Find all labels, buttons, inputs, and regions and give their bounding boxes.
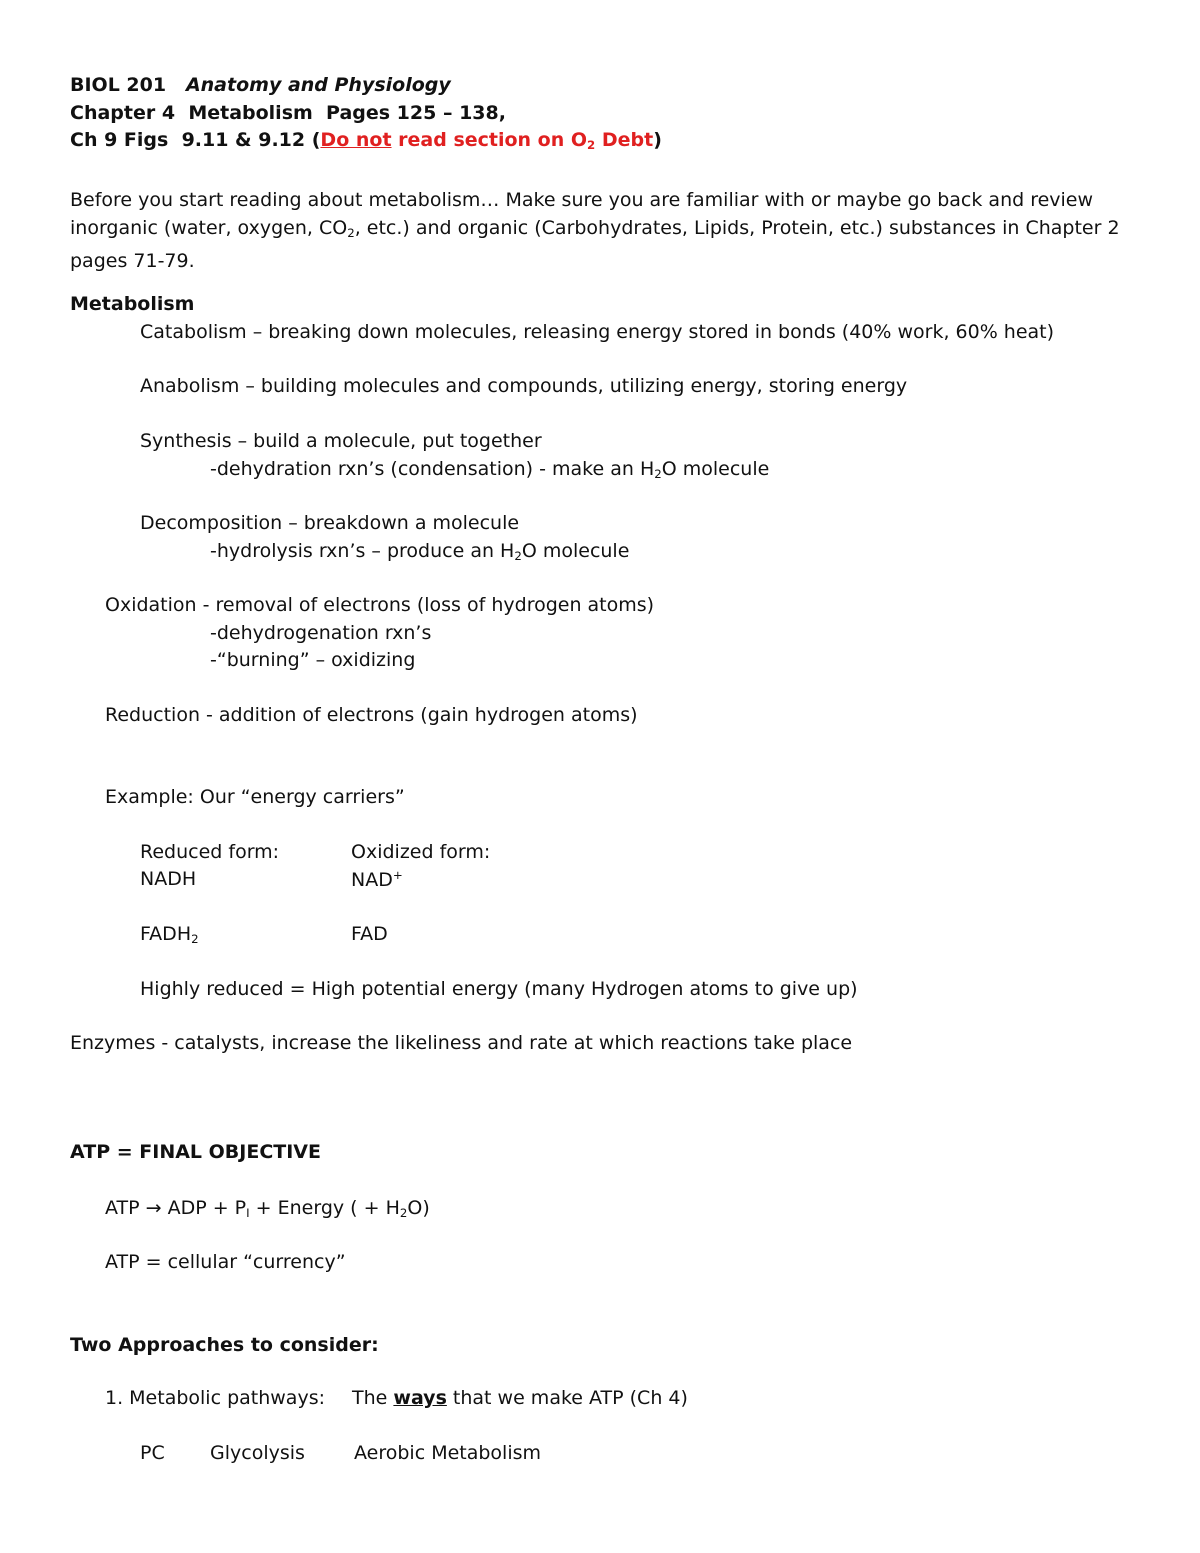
approach-item-1-text: The ways that we make ATP (Ch 4)	[352, 1387, 688, 1409]
enzymes-definition: Enzymes - catalysts, increase the likeliness and rate at which reactions take place	[70, 1032, 853, 1054]
dehydration-note: -dehydration rxn’s (condensation) - make an $H_2O$ molecule	[210, 458, 770, 481]
synthesis-definition: Synthesis – build a molecule, put together	[140, 430, 542, 452]
reduction-definition: Reduction - addition of electrons (gain hydrogen atoms)	[105, 704, 638, 726]
decomposition-definition: Decomposition – breakdown a molecule	[140, 512, 520, 534]
oxidation-definition: Oxidation - removal of electrons (loss of hydrogen atoms)	[105, 594, 655, 616]
warning-do-not: Do not	[320, 129, 392, 151]
catabolism-definition: Catabolism – breaking down molecules, releasing energy stored in bonds (40% work, 60% heat)	[140, 321, 1055, 343]
atp-heading: ATP = FINAL OBJECTIVE	[70, 1141, 321, 1163]
nadh-cell: NADH	[140, 868, 197, 890]
pathway-glycolysis: Glycolysis	[210, 1442, 305, 1464]
pathway-aerobic-metabolism: Aerobic Metabolism	[354, 1442, 542, 1464]
fadh2-cell: $FADH_2$	[140, 923, 199, 946]
figures-line	[70, 131, 662, 152]
hydrolysis-note: -hydrolysis rxn’s – produce an $H_2O$ molecule	[210, 540, 630, 563]
pathway-pc: PC	[140, 1442, 165, 1464]
atp-currency-line: ATP = cellular “currency”	[105, 1251, 346, 1273]
chapter-pages: Pages 125 – 138,	[326, 102, 506, 124]
chapter-number: Chapter 4	[70, 102, 176, 124]
chapter-topic: Metabolism	[188, 102, 313, 124]
dehydrogenation-note: -dehydrogenation rxn’s	[210, 622, 432, 644]
reduced-form-label: Reduced form:	[140, 841, 280, 863]
ways-emphasis: ways	[393, 1387, 447, 1409]
close-paren: )	[653, 129, 662, 151]
burning-note: -“burning” – oxidizing	[210, 649, 416, 671]
approach-item-1-label: 1. Metabolic pathways:	[105, 1387, 325, 1409]
course-name: Anatomy and Physiology	[185, 74, 451, 96]
approaches-heading: Two Approaches to consider:	[70, 1334, 379, 1356]
figures-numbers: 9.11 & 9.12 (	[181, 129, 321, 151]
anabolism-definition: Anabolism – building molecules and compounds, utilizing energy, storing energy	[140, 375, 908, 397]
fad-cell: FAD	[351, 923, 388, 945]
warning-text: read section on $O_2$ Debt	[391, 129, 654, 152]
oxidized-form-label: Oxidized form:	[351, 841, 491, 863]
chapter-line	[70, 104, 506, 123]
metabolism-heading: Metabolism	[70, 293, 195, 315]
nad-cell: NAD+	[351, 868, 403, 891]
figures-label: Ch 9 Figs	[70, 129, 169, 151]
highly-reduced-note: Highly reduced = High potential energy (many Hydrogen atoms to give up)	[140, 978, 858, 1000]
intro-paragraph: Before you start reading about metabolism… Make sure you are familiar with or maybe go back and review inorganic (water, oxygen, $CO_2$, etc.) and organic (Carbohydrates, Lipids, Protein, etc.) substances in Chapter 2 pages 71-79.	[70, 189, 1120, 272]
atp-equation: ATP → ADP + $P_I$ + Energy ( + $H_2O$)	[105, 1197, 430, 1220]
example-line: Example: Our “energy carriers”	[105, 786, 405, 808]
course-title-line	[70, 76, 451, 95]
course-code: BIOL 201	[70, 74, 167, 96]
